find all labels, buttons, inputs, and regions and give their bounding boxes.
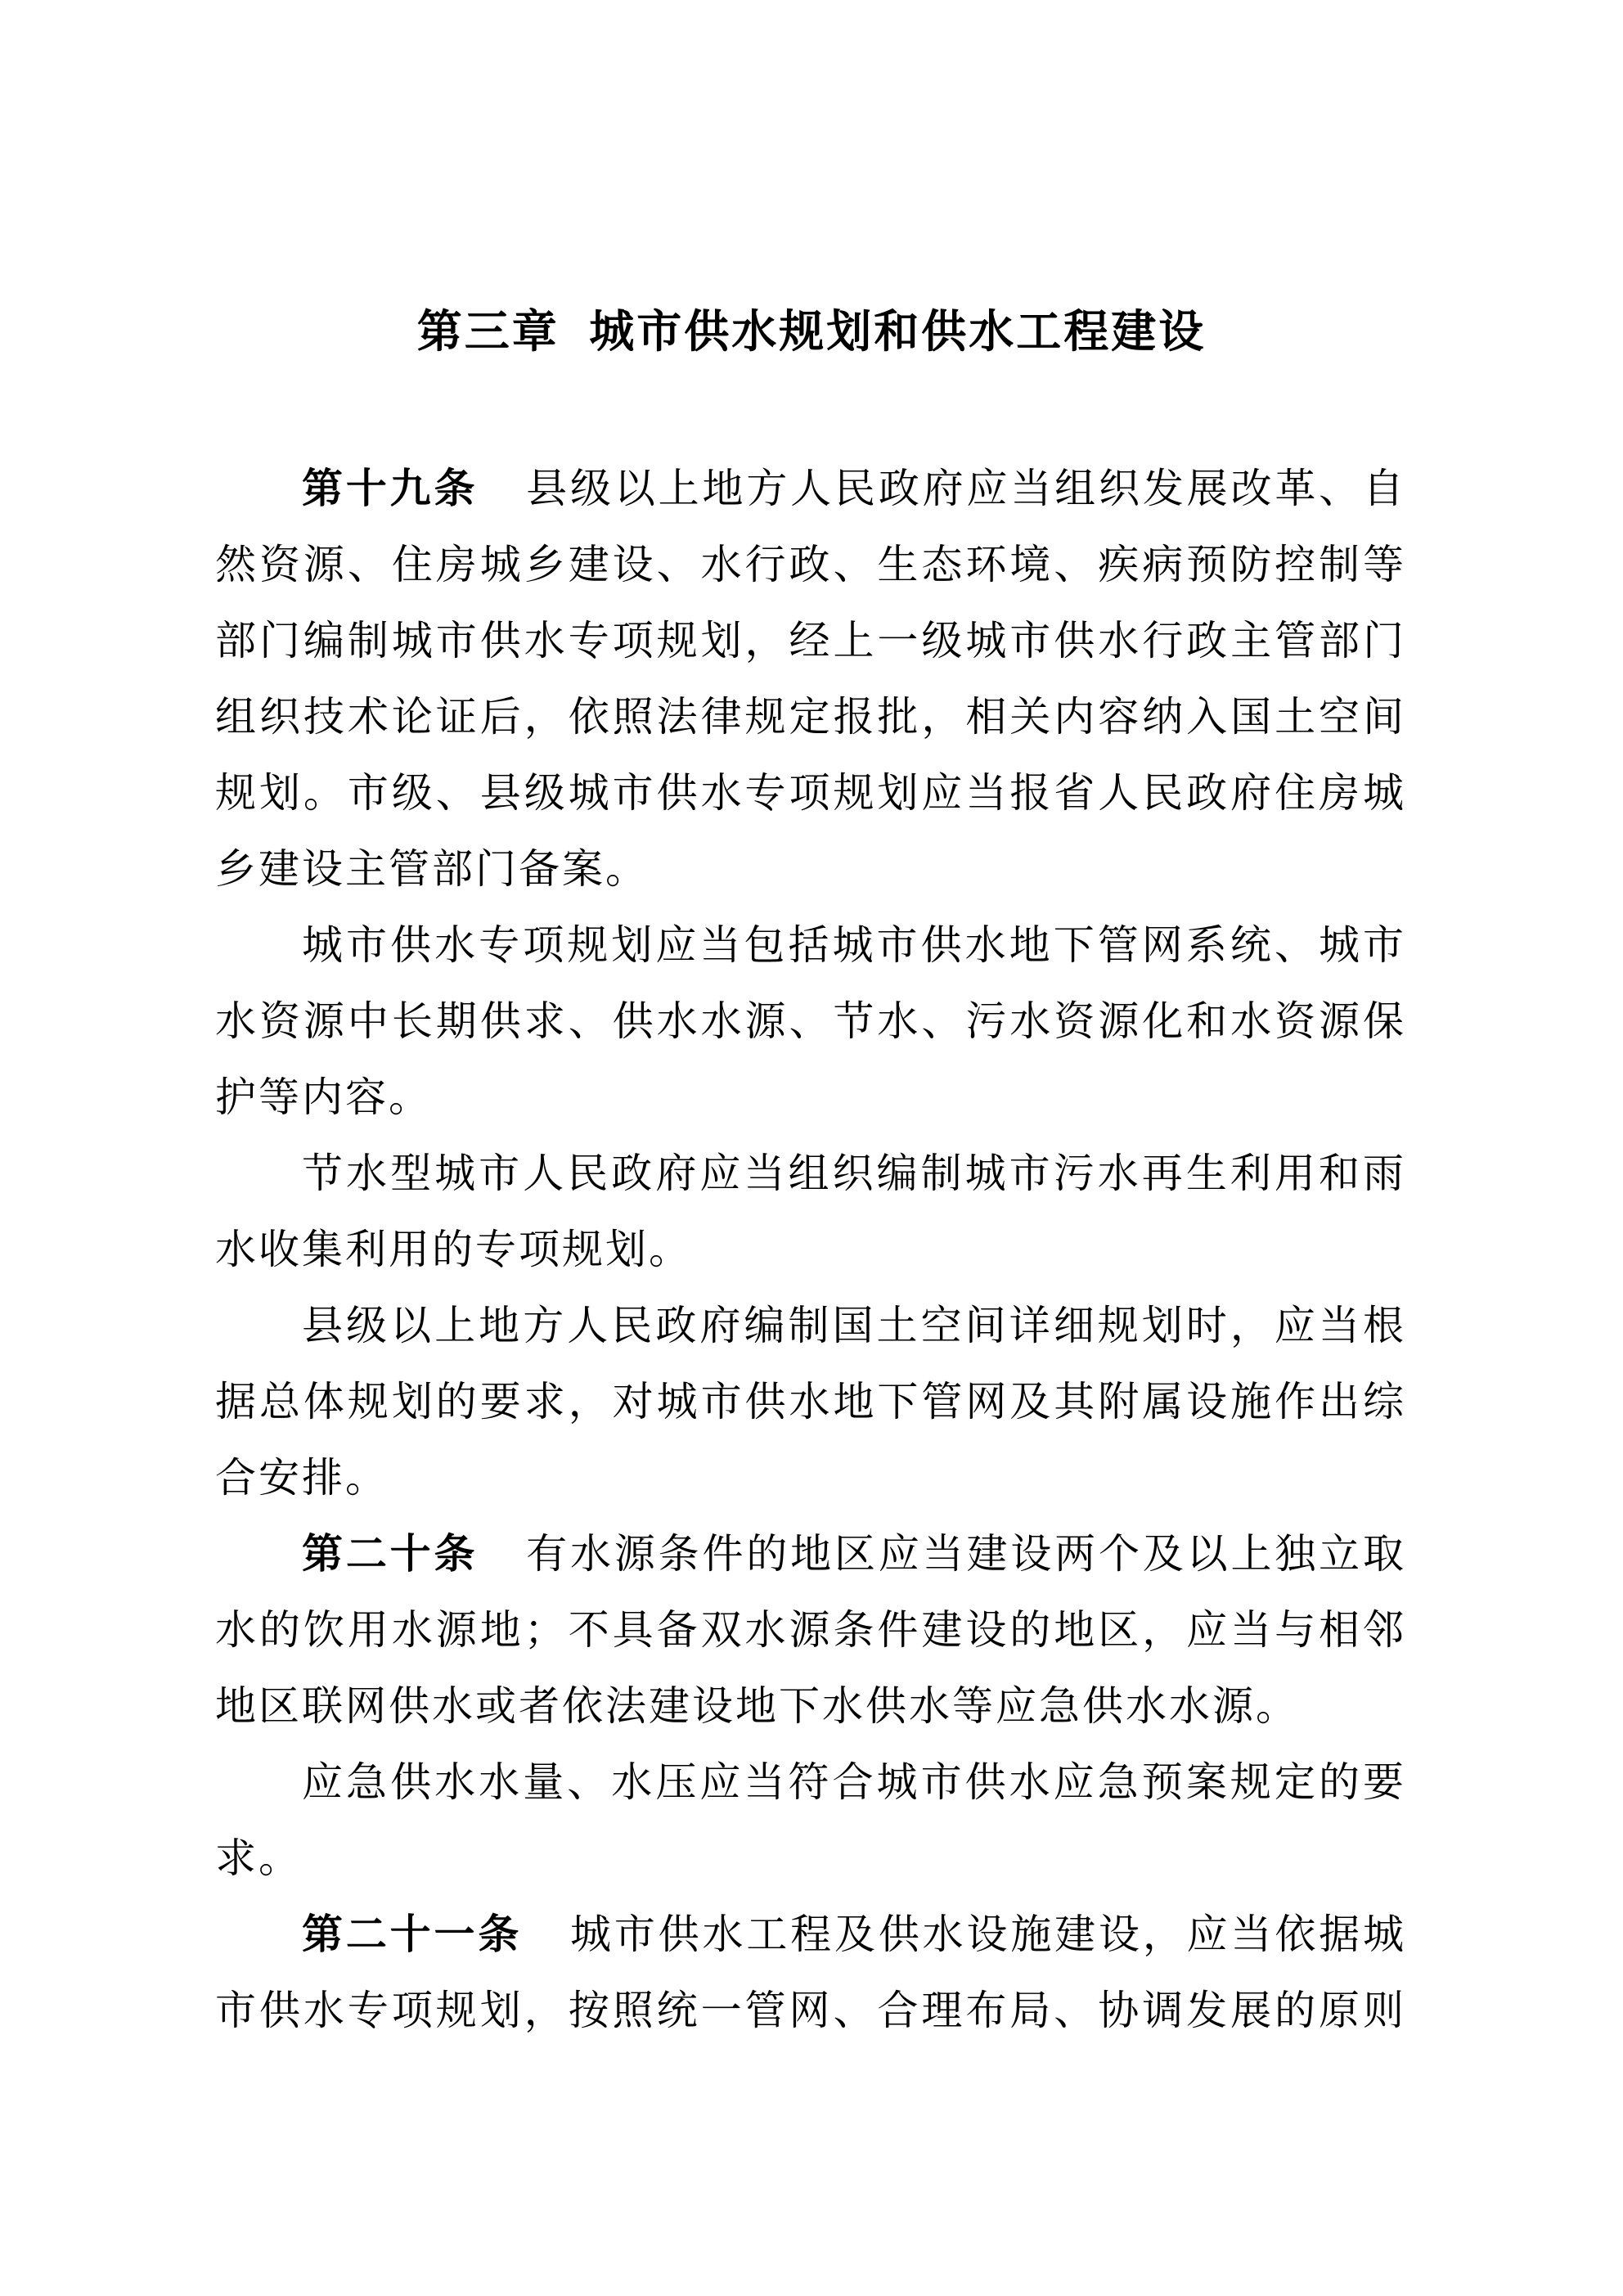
text-line: [215, 1212, 1406, 1288]
article-number: 第二十条: [302, 1531, 479, 1577]
line-text: 有水源条件的地区应当建设两个及以上独立取: [525, 1531, 1407, 1577]
line-text: 市供水专项规划，按照统一管网、合理布局、协调发展的原则: [215, 1988, 1406, 2033]
text-line: [215, 1745, 1406, 1821]
line-text: 求。: [215, 1835, 302, 1881]
line-text: 城市供水工程及供水设施建设，应当依据城: [569, 1911, 1407, 1957]
text-line: [215, 984, 1406, 1060]
text-line: [215, 1440, 1406, 1516]
text-line: [215, 451, 1406, 527]
text-line: [215, 1592, 1406, 1668]
text-line: [215, 679, 1406, 755]
text-line: [215, 1668, 1406, 1745]
line-text: 地区联网供水或者依法建设地下水供水等应急供水水源。: [215, 1683, 1299, 1729]
line-text: 城市供水专项规划应当包括城市供水地下管网系统、城市: [302, 922, 1406, 968]
text-line: [215, 1364, 1406, 1440]
article-number: 第二十一条: [302, 1911, 523, 1957]
text-line: [215, 755, 1406, 831]
text-line: [215, 1136, 1406, 1212]
line-text: 组织技术论证后，依照法律规定报批，相关内容纳入国土空间: [215, 694, 1406, 740]
line-text: 据总体规划的要求，对城市供水地下管网及其附属设施作出综: [215, 1379, 1406, 1425]
text-line: [215, 1288, 1406, 1364]
line-text: 水的饮用水源地；不具备双水源条件建设的地区，应当与相邻: [215, 1607, 1406, 1653]
text-line: [215, 603, 1406, 679]
line-text: 乡建设主管部门备案。: [215, 846, 649, 892]
text-line: [215, 527, 1406, 603]
line-text: 部门编制城市供水专项规划，经上一级城市供水行政主管部门: [215, 618, 1406, 664]
line-text: 水资源中长期供求、供水水源、节水、污水资源化和水资源保: [215, 998, 1406, 1044]
line-text: 然资源、住房城乡建设、水行政、生态环境、疾病预防控制等: [215, 542, 1406, 588]
line-text: 节水型城市人民政府应当组织编制城市污水再生利用和雨: [302, 1150, 1406, 1196]
line-text: 护等内容。: [215, 1074, 432, 1120]
text-line: [215, 831, 1406, 907]
document-body: [215, 451, 1406, 2049]
line-text: 合安排。: [215, 1455, 389, 1501]
article-number: 第十九条: [302, 466, 479, 511]
line-text: 规划。市级、县级城市供水专项规划应当报省人民政府住房城: [215, 770, 1406, 816]
text-line: [215, 1516, 1406, 1592]
text-line: [215, 1060, 1406, 1136]
line-text: 应急供水水量、水压应当符合城市供水应急预案规定的要: [302, 1759, 1406, 1805]
line-text: 水收集利用的专项规划。: [215, 1227, 692, 1272]
text-line: [215, 1973, 1406, 2049]
chapter-title: 第三章 城市供水规划和供水工程建设: [416, 306, 1207, 357]
text-line: [215, 1897, 1406, 1973]
line-text: 县级以上地方人民政府应当组织发展改革、自: [525, 466, 1407, 511]
text-line: [215, 1821, 1406, 1897]
line-text: 县级以上地方人民政府编制国土空间详细规划时，应当根: [302, 1303, 1406, 1348]
text-line: [215, 907, 1406, 984]
